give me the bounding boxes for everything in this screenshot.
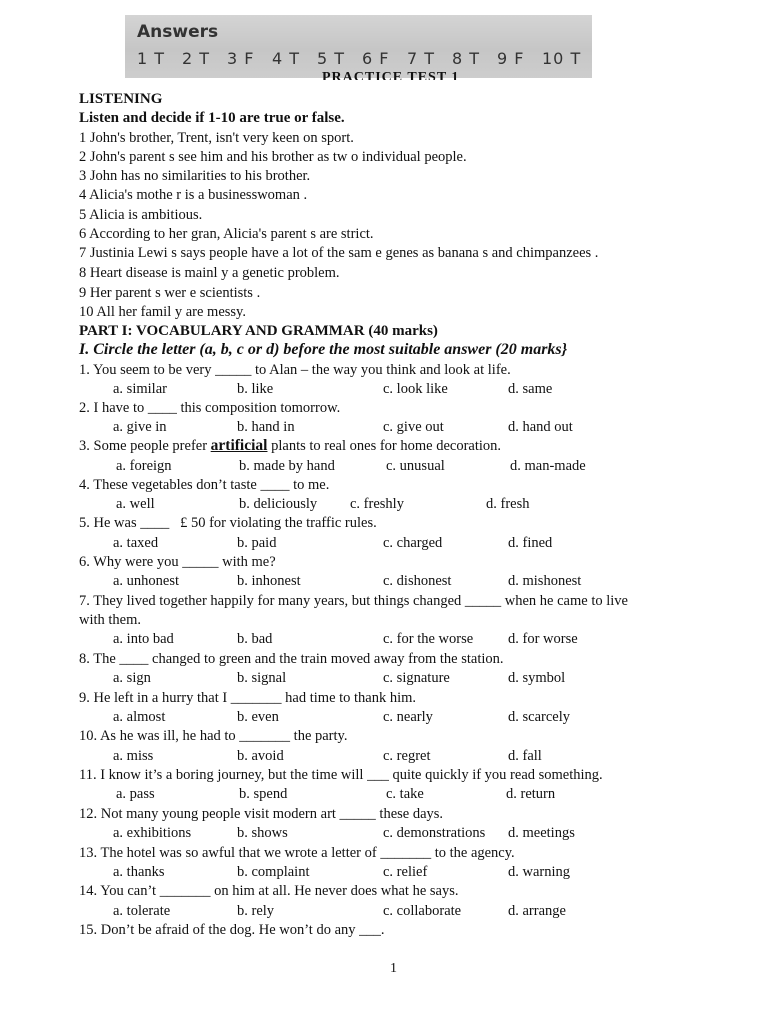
option-a[interactable]: a. into bad bbox=[113, 631, 174, 647]
listening-statement: 4 Alicia's mothe r is a businesswoman . bbox=[79, 187, 308, 203]
question-7: 7. They lived together happily for many years, but things changed _____ when he came to live bbox=[79, 593, 628, 609]
option-a[interactable]: a. give in bbox=[113, 419, 167, 435]
option-c[interactable]: c. take bbox=[386, 786, 424, 802]
option-b[interactable]: b. shows bbox=[237, 825, 288, 841]
option-c[interactable]: c. charged bbox=[383, 535, 443, 551]
option-c[interactable]: c. regret bbox=[383, 748, 431, 764]
answer-item: 7 T bbox=[407, 49, 436, 68]
option-b[interactable]: b. hand in bbox=[237, 419, 295, 435]
option-c[interactable]: c. for the worse bbox=[383, 631, 474, 647]
option-d[interactable]: d. meetings bbox=[508, 825, 575, 841]
answer-item: 1 T bbox=[137, 49, 166, 68]
listening-statement: 9 Her parent s wer e scientists . bbox=[79, 285, 261, 301]
option-b[interactable]: b. deliciously bbox=[239, 496, 318, 512]
option-d[interactable]: d. symbol bbox=[508, 670, 566, 686]
option-b[interactable]: b. avoid bbox=[237, 748, 284, 764]
answer-item: 2 T bbox=[182, 49, 211, 68]
answers-title: Answers bbox=[137, 22, 219, 42]
option-b[interactable]: b. even bbox=[237, 709, 279, 725]
question-14: 14. You can’t _______ on him at all. He never does what he says. bbox=[79, 883, 459, 899]
option-c[interactable]: c. demonstrations bbox=[383, 825, 486, 841]
option-b[interactable]: b. signal bbox=[237, 670, 287, 686]
option-a[interactable]: a. similar bbox=[113, 381, 167, 397]
part1-heading: PART I: VOCABULARY AND GRAMMAR (40 marks) bbox=[79, 323, 438, 339]
option-d[interactable]: d. man-made bbox=[510, 458, 586, 474]
listening-statement: 5 Alicia is ambitious. bbox=[79, 207, 203, 223]
listening-statement: 6 According to her gran, Alicia's parent s are strict. bbox=[79, 226, 374, 242]
option-d[interactable]: d. for worse bbox=[508, 631, 578, 647]
option-a[interactable]: a. foreign bbox=[116, 458, 172, 474]
listening-statement: 10 All her famil y are messy. bbox=[79, 304, 246, 320]
practice-test-title: PRACTICE TEST 1 bbox=[322, 71, 460, 80]
option-c[interactable]: c. signature bbox=[383, 670, 450, 686]
option-d[interactable]: d. fresh bbox=[486, 496, 530, 512]
option-b[interactable]: b. inhonest bbox=[237, 573, 301, 589]
page-number: 1 bbox=[390, 961, 397, 976]
answer-item: 8 T bbox=[452, 49, 481, 68]
option-d[interactable]: d. hand out bbox=[508, 419, 573, 435]
option-c[interactable]: c. freshly bbox=[350, 496, 404, 512]
option-c[interactable]: c. nearly bbox=[383, 709, 433, 725]
option-d[interactable]: d. return bbox=[506, 786, 556, 802]
option-a[interactable]: a. exhibitions bbox=[113, 825, 192, 841]
option-c[interactable]: c. relief bbox=[383, 864, 428, 880]
listening-statement: 3 John has no similarities to his brother. bbox=[79, 168, 311, 184]
question-11: 11. I know it’s a boring journey, but the time will ___ quite quickly if you read something. bbox=[79, 767, 603, 783]
question-10: 10. As he was ill, he had to _______ the party. bbox=[79, 728, 348, 744]
question-12: 12. Not many young people visit modern art _____ these days. bbox=[79, 806, 444, 822]
question-3-text-before: 3. Some people prefer bbox=[79, 438, 211, 454]
option-c[interactable]: c. dishonest bbox=[383, 573, 452, 589]
option-b[interactable]: b. rely bbox=[237, 903, 275, 919]
option-a[interactable]: a. taxed bbox=[113, 535, 159, 551]
listening-statement: 2 John's parent s see him and his brother as tw o individual people. bbox=[79, 149, 467, 165]
question-2: 2. I have to ____ this composition tomorrow. bbox=[79, 400, 341, 416]
option-b[interactable]: b. complaint bbox=[237, 864, 310, 880]
option-a[interactable]: a. pass bbox=[116, 786, 155, 802]
option-c[interactable]: c. collaborate bbox=[383, 903, 462, 919]
option-d[interactable]: d. warning bbox=[508, 864, 571, 880]
option-c[interactable]: c. unusual bbox=[386, 458, 445, 474]
question-5: 5. He was ____ £ 50 for violating the traffic rules. bbox=[79, 515, 377, 531]
option-a[interactable]: a. well bbox=[116, 496, 155, 512]
question-1: 1. You seem to be very _____ to Alan – the way you think and look at life. bbox=[79, 362, 511, 378]
question-6: 6. Why were you _____ with me? bbox=[79, 554, 276, 570]
answers-key-image bbox=[125, 15, 592, 78]
question-4: 4. These vegetables don’t taste ____ to me. bbox=[79, 477, 330, 493]
listening-heading: LISTENING bbox=[79, 91, 163, 107]
listening-statement: 7 Justinia Lewi s says people have a lot of the sam e genes as banana s and chimpanzees . bbox=[79, 245, 599, 261]
option-d[interactable]: d. mishonest bbox=[508, 573, 582, 589]
question-9: 9. He left in a hurry that I _______ had time to thank him. bbox=[79, 690, 417, 706]
question-3-text-after: plants to real ones for home decoration. bbox=[267, 438, 502, 454]
section-instruction: I. Circle the letter (a, b, c or d) before the most suitable answer (20 marks} bbox=[79, 341, 568, 358]
option-b[interactable]: b. paid bbox=[237, 535, 277, 551]
underlined-word: artificial bbox=[210, 437, 268, 454]
option-a[interactable]: a. sign bbox=[113, 670, 151, 686]
listening-instruction: Listen and decide if 1-10 are true or false. bbox=[79, 110, 345, 126]
option-d[interactable]: d. same bbox=[508, 381, 553, 397]
answers-row bbox=[137, 50, 592, 68]
option-d[interactable]: d. arrange bbox=[508, 903, 566, 919]
option-a[interactable]: a. thanks bbox=[113, 864, 165, 880]
question-13: 13. The hotel was so awful that we wrote a letter of _______ to the agency. bbox=[79, 845, 515, 861]
option-b[interactable]: b. made by hand bbox=[239, 458, 335, 474]
option-a[interactable]: a. tolerate bbox=[113, 903, 171, 919]
question-7-continued: with them. bbox=[79, 612, 142, 628]
option-d[interactable]: d. scarcely bbox=[508, 709, 570, 725]
listening-statement: 8 Heart disease is mainl y a genetic problem. bbox=[79, 265, 340, 281]
option-a[interactable]: a. miss bbox=[113, 748, 154, 764]
question-3 bbox=[79, 437, 501, 455]
option-a[interactable]: a. unhonest bbox=[113, 573, 180, 589]
answer-item: 6 F bbox=[362, 49, 390, 68]
listening-statement: 1 John's brother, Trent, isn't very keen on sport. bbox=[79, 130, 354, 146]
answer-item: 3 F bbox=[227, 49, 255, 68]
question-15: 15. Don’t be afraid of the dog. He won’t do any ___. bbox=[79, 922, 385, 938]
option-c[interactable]: c. look like bbox=[383, 381, 448, 397]
answer-item: 10 T bbox=[542, 49, 582, 68]
answer-item: 4 T bbox=[272, 49, 301, 68]
question-8: 8. The ____ changed to green and the train moved away from the station. bbox=[79, 651, 504, 667]
answer-item: 5 T bbox=[317, 49, 346, 68]
option-d[interactable]: d. fall bbox=[508, 748, 542, 764]
answer-item: 9 F bbox=[497, 49, 525, 68]
option-d[interactable]: d. fined bbox=[508, 535, 553, 551]
option-a[interactable]: a. almost bbox=[113, 709, 166, 725]
option-b[interactable]: b. spend bbox=[239, 786, 288, 802]
option-b[interactable]: b. like bbox=[237, 381, 274, 397]
option-c[interactable]: c. give out bbox=[383, 419, 444, 435]
option-b[interactable]: b. bad bbox=[237, 631, 273, 647]
